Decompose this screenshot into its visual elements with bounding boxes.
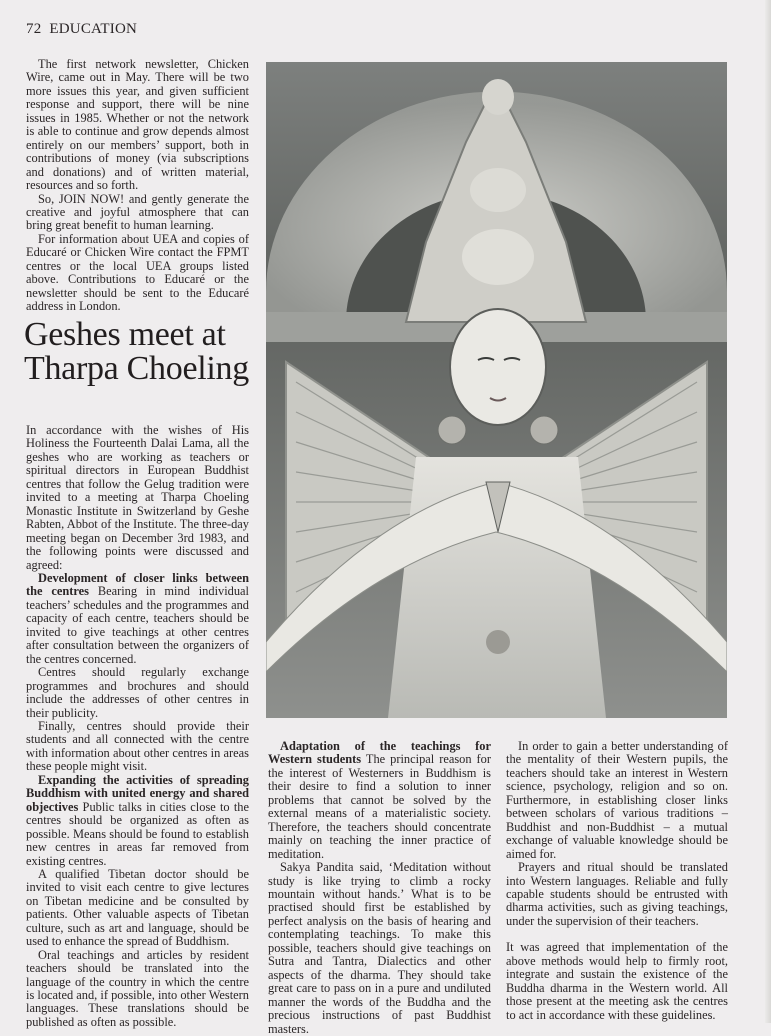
paragraph: The first network newsletter, Chicken Wire, came out in May. There will be two more issues this year, and given sufficient response and support, there will be nine issues in 1985. Whether or not the network is able to continue and grow depends almost entirely on our members’ support, both in contributions of money (via subscriptions and donations) and of written material, resources and so forth. — [26, 57, 249, 193]
article-headline: Geshes meet at Tharpa Choeling — [24, 316, 249, 387]
section-paragraph — [268, 740, 491, 861]
paragraph: Prayers and ritual should be translated into Western languages. Reliable and fully capable students should be entrusted with dharma activities, such as giving teachings, under the supervision of their teachers. — [506, 860, 728, 928]
middle-column — [268, 740, 491, 1036]
section-paragraph — [26, 572, 249, 666]
paragraph: For information about UEA and copies of Educaré or Chicken Wire contact the FPMT centres or the local UEA groups listed above. Contributions to Educaré or the newsletter should be sent to the Educaré address in London. — [26, 231, 249, 314]
middle-face — [462, 229, 534, 285]
right-earring — [530, 416, 558, 444]
paragraph: Centres should regularly exchange programmes and brochures and should include the addresses of other centres in their publicity. — [26, 665, 249, 720]
main-face — [450, 309, 546, 425]
section-title: EDUCATION — [49, 21, 138, 37]
paragraph: So, JOIN NOW! and gently generate the creative and joyful atmosphere that can bring great benefit to human learning. — [26, 191, 249, 233]
ornament — [486, 630, 510, 654]
upper-face — [470, 168, 526, 212]
paragraph: Sakya Pandita said, ‘Meditation without study is like trying to climb a rocky mountain without hands.’ What is to be practised should first be established by perfect analysis on the basis of hearing and contemplating teachings. To make this possible, teachers should give teachings on Sutra and Tantra, Dialectics and other aspects of the dharma. They should take great care to pass on in a pure and undiluted manner the words of the Buddha and the precious instructions of past Buddhist masters. — [268, 860, 491, 1036]
section-heading: Development of closer links between the centres — [26, 570, 249, 599]
paragraph: Oral teachings and articles by resident teachers should be translated into the language of the country in which the centre is located and, if possible, into other Western languages. These translations should be published as often as possible. — [26, 947, 249, 1029]
section-text: Bearing in mind individual teachers’ schedules and the programmes and capacity of each centre, teachers should be invited to give teachings at other centres after consultation between the organizers of the centres concerned. — [26, 584, 249, 666]
left-earring — [438, 416, 466, 444]
left-column-top — [26, 58, 249, 314]
right-column — [506, 740, 728, 1022]
section-heading: Adaptation of the teachings for Western students — [268, 739, 491, 767]
statue-photo — [266, 62, 727, 718]
conclusion-paragraph: It was agreed that implementation of the above methods would help to firmly root, integrate and sustain the existence of the Buddha dharma in the Western world. All those present at the meeting ask the centres to act in accordance with these guidelines. — [506, 940, 728, 1022]
article-intro: In accordance with the wishes of His Holiness the Fourteenth Dalai Lama, all the geshes who are working as teachers or spiritual directors in European Buddhist centres that follow the Gelug tradition were invited to a meeting at Tharpa Choeling Monastic Institute in Switzerland by Geshe Rabten, Abbot of the Institute. The three-day meeting began on December 3rd 1983, and the following points were discussed and agreed: — [26, 423, 249, 572]
section-paragraph — [26, 774, 249, 868]
left-column-bottom — [26, 424, 249, 1029]
section-text: Public talks in cities close to the centres should be organized as often as possible. Means should be found to establish new centres in areas far removed from existing centres. — [26, 799, 249, 868]
page-edge — [765, 0, 771, 1023]
section-text: The principal reason for the interest of Westerners in Buddhism is their desire to find a solution to inner problems that cannot be solved by the external means of a materialistic society. Therefore, the teachers should concentrate mainly on teaching the inner practice of meditation. — [268, 752, 491, 861]
running-head — [26, 21, 137, 38]
paragraph: Finally, centres should provide their students and all connected with the centre with information about other centres in areas these people might visit. — [26, 718, 249, 774]
page-number: 72 — [26, 21, 42, 37]
top-head — [482, 79, 514, 115]
paragraph: In order to gain a better understanding of the mentality of their Western pupils, the teachers should take an interest in Western science, psychology, religion and so on. Furthermore, in establishing closer links between scholars of various traditions – Buddhist and non-Buddhist – a mutual exchange of valuable knowledge should be aimed for. — [506, 739, 728, 861]
section-heading: Expanding the activities of spreading Buddhism with united energy and shared objectives — [26, 772, 249, 814]
paragraph: A qualified Tibetan doctor should be invited to visit each centre to give lectures on Tibetan medicine and be consulted by patients. Other valuable aspects of Tibetan culture, such as art and language, should be used to enhance the spread of Buddhism. — [26, 866, 249, 949]
statue-illustration — [266, 62, 727, 718]
